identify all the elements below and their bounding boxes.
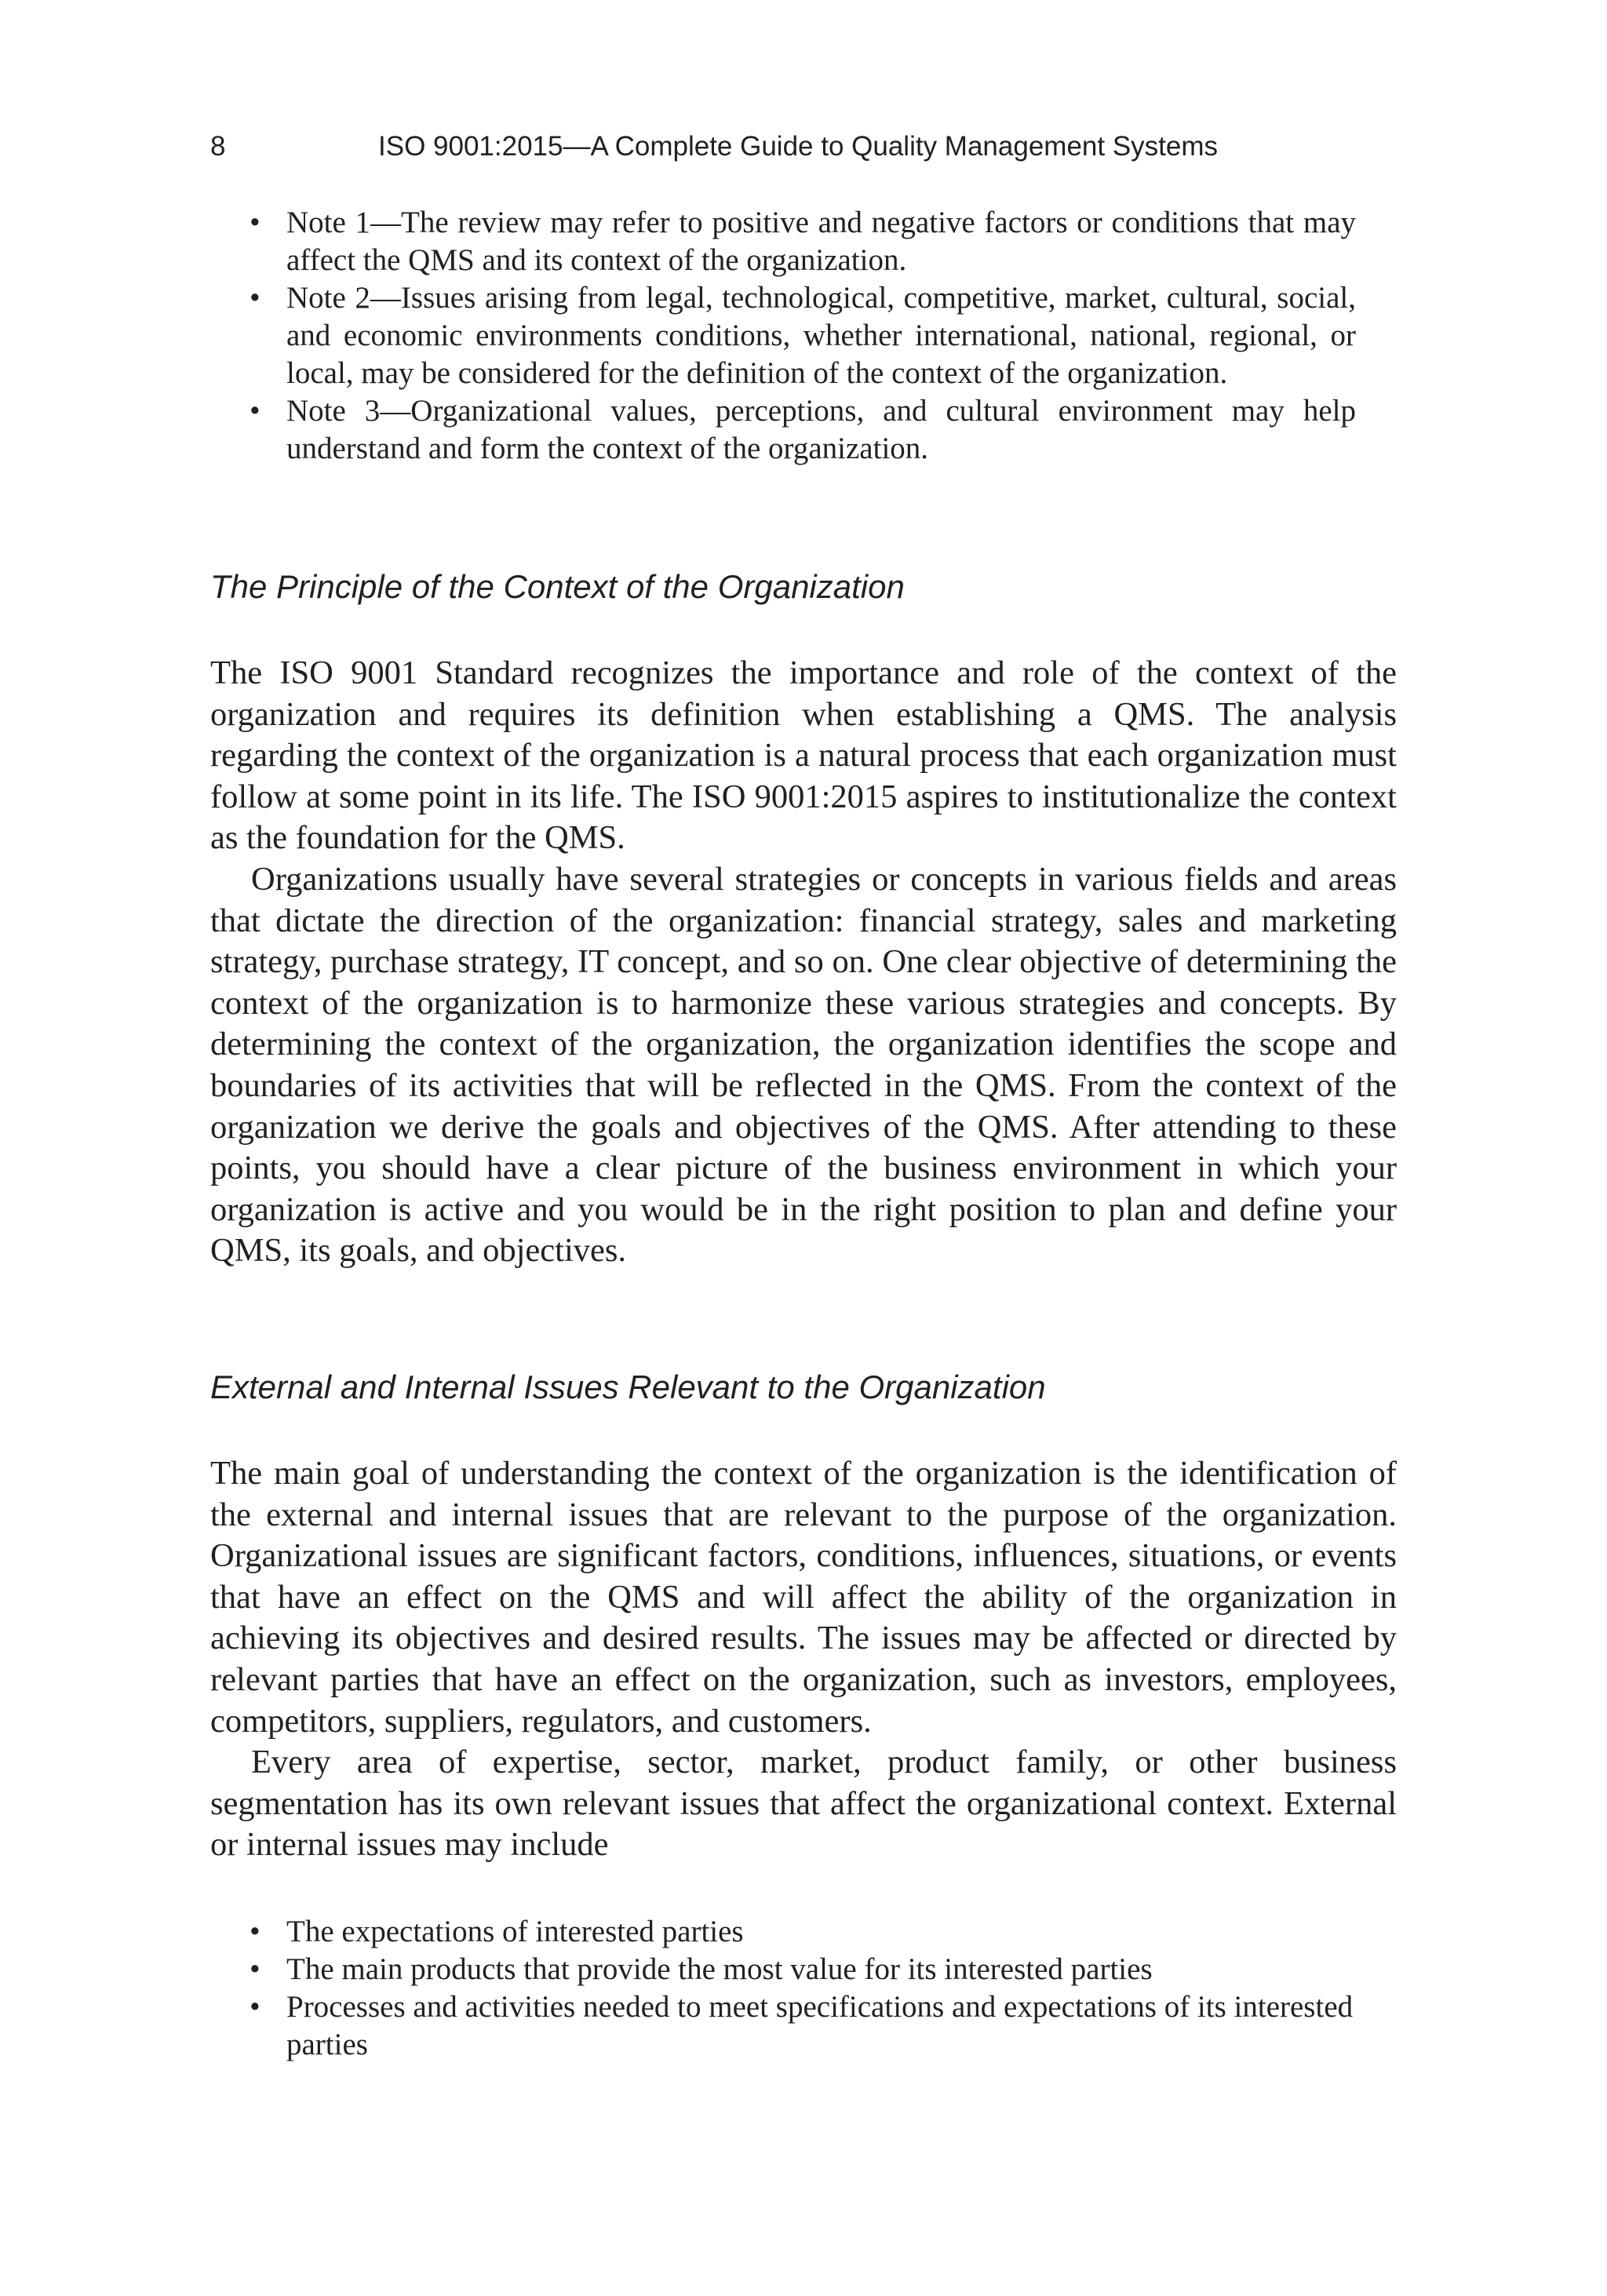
- book-title: ISO 9001:2015—A Complete Guide to Quality Management Systems: [378, 131, 1219, 162]
- paragraph: The ISO 9001 Standard recognizes the importance and role of the context of the organization and requires its definition when establishing a QMS. The analysis regarding the context of the organization is a natural process that each organization must follow at some point in its life. The ISO 9001:2015 aspires to institutionalize the context as the foundation for the QMS.: [210, 654, 1397, 857]
- paragraph: The main goal of understanding the context of the organization is the identification of the external and internal issues that are relevant to the purpose of the organization. Organizational issues are significant factors, conditions, influences, situations, or events that have an effect on the QMS and will affect the ability of the organization in achieving its objectives and desired results. The issues may be affected or directed by relevant parties that have an effect on the organization, such as investors, employees, competitors, suppliers, regulators, and customers.: [210, 1455, 1397, 1740]
- paragraph: Organizations usually have several strategies or concepts in various fields and areas that dictate the direction of the organization: financial strategy, sales and marketing strategy, purchase strategy, IT concept, and so on. One clear objective of determining the context of the organization is to harmonize these various strategies and concepts. By determining the context of the organization, the organization identifies the scope and boundaries of its activities that will be reflected in the QMS. From the context of the organization we derive the goals and objectives of the QMS. After attending to these points, you should have a clear picture of the business environment in which your organization is active and you would be in the right position to plan and define your QMS, its goals, and objectives.: [210, 860, 1397, 1270]
- section-body-external-internal-issues: [210, 1453, 1397, 1866]
- list-item: • The main products that provide the most value for its interested parties: [250, 1951, 1356, 1988]
- note-item: • Note 3—Organizational values, perceptions, and cultural environment may help understand and form the context of the organization.: [250, 392, 1356, 468]
- note-item: • Note 2—Issues arising from legal, technological, competitive, market, cultural, social, and economic environments conditions, whether international, national, regional, or local, may be considered for the definition of the context of the organization.: [250, 279, 1356, 392]
- note-item: • Note 1—The review may refer to positive and negative factors or conditions that may affect the QMS and its context of the organization.: [250, 204, 1356, 279]
- list-item: • The expectations of interested parties: [250, 1913, 1356, 1951]
- paragraph: Every area of expertise, sector, market, product family, or other business segmentation has its own relevant issues that affect the organizational context. External or internal issues may include: [210, 1744, 1397, 1864]
- page-number: 8: [210, 131, 226, 162]
- notes-list: [250, 204, 1356, 468]
- list-item: • Processes and activities needed to meet specifications and expectations of its interested parties: [250, 1988, 1356, 2064]
- section-heading-external-internal-issues: External and Internal Issues Relevant to the Organization: [210, 1368, 1046, 1405]
- running-head: [210, 127, 1397, 166]
- issues-bullet-list: [250, 1913, 1356, 2064]
- section-body-context-principle: [210, 653, 1397, 1272]
- section-heading-context-principle: The Principle of the Context of the Organization: [210, 568, 905, 605]
